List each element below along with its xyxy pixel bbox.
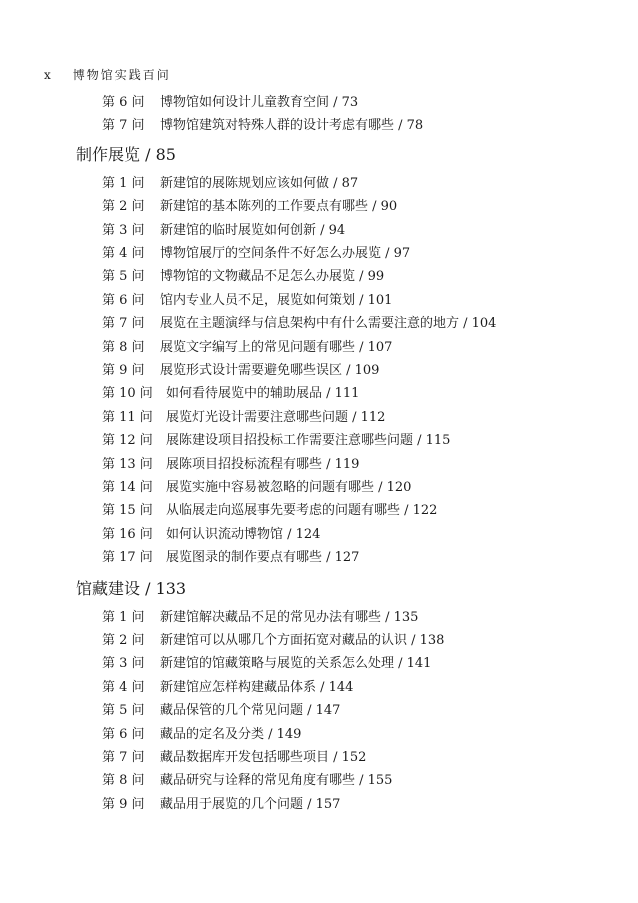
- entry-title: 新建馆可以从哪几个方面拓宽对藏品的认识 / 138: [160, 633, 445, 648]
- question-number: 第 8 问: [102, 773, 145, 789]
- entry-title: 藏品的定名及分类 / 149: [160, 726, 302, 742]
- toc-entry[interactable]: [102, 223, 345, 239]
- section-heading[interactable]: 馆藏建设 / 133: [76, 578, 187, 598]
- question-number: 第 3 问: [102, 222, 145, 238]
- section-heading[interactable]: 制作展览 / 85: [76, 144, 176, 164]
- question-number: 第 16 问: [102, 526, 153, 542]
- entry-title: 展览图录的制作要点有哪些 / 127: [166, 550, 360, 566]
- entry-title: 展览实施中容易被忽略的问题有哪些 / 120: [166, 480, 412, 495]
- entry-title: 展览在主题演绎与信息架构中有什么需要注意的地方 / 104: [160, 316, 497, 332]
- entry-title: 从临展走向巡展事先要考虑的问题有哪些 / 122: [166, 503, 438, 519]
- toc-entry[interactable]: [102, 316, 496, 332]
- entry-title: 博物馆建筑对特殊人群的设计考虑有哪些 / 78: [160, 118, 424, 134]
- entry-title: 藏品保管的几个常见问题 / 147: [160, 703, 341, 719]
- toc-entry[interactable]: [102, 457, 359, 473]
- toc-entry[interactable]: [102, 527, 320, 543]
- entry-title: 如何看待展览中的辅助展品 / 111: [166, 386, 360, 402]
- entry-title: 如何认识流动博物馆 / 124: [166, 526, 321, 542]
- question-number: 第 7 问: [102, 316, 145, 332]
- entry-title: 博物馆展厅的空间条件不好怎么办展览 / 97: [160, 246, 411, 261]
- toc-entry[interactable]: [102, 246, 410, 262]
- entry-title: 展览灯光设计需要注意哪些问题 / 112: [166, 409, 386, 425]
- toc-entry[interactable]: [102, 750, 366, 766]
- toc-entry[interactable]: [102, 773, 392, 789]
- question-number: 第 9 问: [102, 363, 145, 378]
- question-number: 第 7 问: [102, 118, 145, 134]
- entry-title: 博物馆的文物藏品不足怎么办展览 / 99: [160, 269, 385, 285]
- entry-title: 展览文字编写上的常见问题有哪些 / 107: [160, 339, 393, 355]
- entry-title: 博物馆如何设计儿童教育空间 / 73: [160, 95, 359, 110]
- question-number: 第 6 问: [102, 95, 145, 110]
- toc-entry[interactable]: [102, 95, 358, 111]
- question-number: 第 5 问: [102, 269, 145, 285]
- entry-title: 展览形式设计需要避免哪些误区 / 109: [160, 363, 380, 378]
- question-number: 第 1 问: [102, 609, 145, 625]
- running-header: [44, 66, 171, 83]
- toc-entry[interactable]: [102, 410, 385, 426]
- entry-title: 藏品用于展览的几个问题 / 157: [160, 796, 341, 812]
- toc-entry[interactable]: [102, 703, 340, 719]
- toc-entry[interactable]: [102, 386, 359, 402]
- toc-entry[interactable]: [102, 340, 392, 356]
- book-title: 博物馆实践百问: [72, 68, 171, 82]
- entry-title: 藏品研究与诠释的常见角度有哪些 / 155: [160, 773, 393, 789]
- question-number: 第 2 问: [102, 633, 145, 648]
- question-number: 第 15 问: [102, 503, 153, 519]
- question-number: 第 12 问: [102, 433, 153, 449]
- entry-title: 新建馆的基本陈列的工作要点有哪些 / 90: [160, 199, 398, 215]
- entry-title: 馆内专业人员不足，展览如何策划 / 101: [160, 292, 393, 308]
- entry-title: 新建馆的展陈规划应该如何做 / 87: [160, 175, 359, 191]
- toc-entry[interactable]: [102, 363, 379, 379]
- toc-entry[interactable]: [102, 199, 397, 215]
- toc-entry[interactable]: [102, 797, 340, 813]
- toc-entry[interactable]: [102, 269, 384, 285]
- toc-entry[interactable]: [102, 680, 353, 696]
- toc-entry[interactable]: [102, 433, 450, 449]
- toc-entry[interactable]: [102, 118, 423, 134]
- page-number: x: [44, 68, 53, 82]
- question-number: 第 5 问: [102, 703, 145, 719]
- toc-entry[interactable]: [102, 176, 358, 192]
- toc-entry[interactable]: [102, 293, 392, 309]
- question-number: 第 14 问: [102, 480, 153, 495]
- question-number: 第 2 问: [102, 199, 145, 215]
- question-number: 第 8 问: [102, 339, 145, 355]
- toc-entry[interactable]: [102, 727, 301, 743]
- question-number: 第 1 问: [102, 175, 145, 191]
- question-number: 第 7 问: [102, 750, 145, 765]
- entry-title: 新建馆的临时展览如何创新 / 94: [160, 222, 346, 238]
- question-number: 第 3 问: [102, 656, 145, 672]
- toc-entry[interactable]: [102, 480, 411, 496]
- question-number: 第 17 问: [102, 550, 153, 566]
- entry-title: 展陈建设项目招投标工作需要注意哪些问题 / 115: [166, 433, 451, 449]
- entry-title: 新建馆应怎样构建藏品体系 / 144: [160, 679, 354, 695]
- toc-entry[interactable]: [102, 656, 431, 672]
- entry-title: 藏品数据库开发包括哪些项目 / 152: [160, 750, 367, 765]
- question-number: 第 13 问: [102, 456, 153, 472]
- entry-title: 新建馆解决藏品不足的常见办法有哪些 / 135: [160, 609, 419, 625]
- question-number: 第 9 问: [102, 796, 145, 812]
- toc-entry[interactable]: [102, 550, 359, 566]
- question-number: 第 4 问: [102, 679, 145, 695]
- question-number: 第 11 问: [102, 409, 153, 425]
- toc-entry[interactable]: [102, 503, 437, 519]
- question-number: 第 4 问: [102, 246, 145, 261]
- question-number: 第 6 问: [102, 726, 145, 742]
- entry-title: 新建馆的馆藏策略与展览的关系怎么处理 / 141: [160, 656, 432, 672]
- toc-entry[interactable]: [102, 610, 418, 626]
- entry-title: 展陈项目招投标流程有哪些 / 119: [166, 456, 360, 472]
- question-number: 第 10 问: [102, 386, 153, 402]
- question-number: 第 6 问: [102, 292, 145, 308]
- toc-entry[interactable]: [102, 633, 444, 649]
